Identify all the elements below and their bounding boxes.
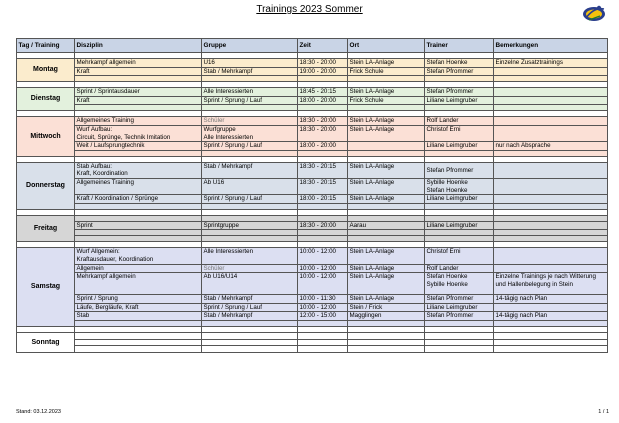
cell-disziplin: Allgemeines Training (75, 178, 202, 194)
cell-zeit: 18:45 - 20:15 (298, 88, 348, 97)
cell-trainer: Stefan Pfrommer (425, 67, 494, 76)
cell-bemerkung (494, 264, 608, 273)
cell-trainer: Liliane Leimgruber (425, 221, 494, 230)
cell-ort: Stein LA-Anlage (348, 117, 425, 126)
cell-ort: Stein LA-Anlage (348, 178, 425, 194)
table-row (17, 303, 608, 312)
cell-trainer: Stefan Pfrommer (425, 295, 494, 304)
cell-gruppe: Sprint / Sprung / Lauf (202, 195, 298, 204)
cell-gruppe: Stab / Mehrkampf (202, 312, 298, 321)
day-cell-dienstag: Dienstag (17, 88, 75, 111)
cell-disziplin: Sprint / Sprung (75, 295, 202, 304)
cell-ort: Stein LA-Anlage (348, 295, 425, 304)
table-row (17, 312, 608, 321)
cell-disziplin: Wurf Aufbau: Circuit, Sprünge, Technik Imitation (75, 125, 202, 141)
cell-zeit: 18:30 - 20:00 (298, 221, 348, 230)
day-cell-samstag: Samstag (17, 248, 75, 327)
cell-trainer: Stefan Pfrommer (425, 88, 494, 97)
cell-ort: Stein LA-Anlage (348, 125, 425, 141)
cell-bemerkung (494, 96, 608, 105)
cell-zeit: 18:30 - 20:00 (298, 59, 348, 68)
cell-bemerkung (494, 125, 608, 141)
cell-bemerkung (494, 117, 608, 126)
cell-disziplin: Läufe, Bergläufe, Kraft (75, 303, 202, 312)
spacer-row (17, 332, 608, 339)
cell-ort: Stein LA-Anlage (348, 273, 425, 295)
cell-zeit: 19:00 - 20:00 (298, 67, 348, 76)
cell-gruppe: Sprintgruppe (202, 221, 298, 230)
cell-trainer: Sybille Hoenke Stefan Hoenke (425, 178, 494, 194)
cell-gruppe: Stab / Mehrkampf (202, 162, 298, 178)
table-row (17, 295, 608, 304)
cell-ort: Stein LA-Anlage (348, 88, 425, 97)
cell-trainer: Liliane Leimgruber (425, 195, 494, 204)
table-row (17, 248, 608, 264)
cell-zeit: 12:00 - 15:00 (298, 312, 348, 321)
cell-ort: Frick Schule (348, 96, 425, 105)
col-header-tag: Tag / Training (17, 39, 75, 53)
cell-gruppe: Schüler (202, 264, 298, 273)
cell-disziplin: Wurf Allgemein: Kraftausdauer, Koordination (75, 248, 202, 264)
cell-disziplin: Sprint (75, 221, 202, 230)
cell-bemerkung (494, 221, 608, 230)
cell-bemerkung (494, 303, 608, 312)
cell-gruppe: Sprint / Sprung / Lauf (202, 142, 298, 151)
cell-gruppe: Sprint / Sprung / Lauf (202, 96, 298, 105)
cell-zeit: 10:00 - 12:00 (298, 273, 348, 295)
day-cell-sonntag: Sonntag (17, 332, 75, 352)
cell-gruppe: Schüler (202, 117, 298, 126)
cell-disziplin: Weit / Laufsprungtechnik (75, 142, 202, 151)
spacer-row (17, 346, 608, 353)
cell-disziplin: Allgemein (75, 264, 202, 273)
cell-zeit: 18:30 - 20:00 (298, 117, 348, 126)
club-logo-icon (580, 3, 608, 23)
cell-bemerkung: 14-tägig nach Plan (494, 295, 608, 304)
col-header-trainer: Trainer (425, 39, 494, 53)
cell-zeit: 18:00 - 20:15 (298, 195, 348, 204)
cell-zeit: 18:30 - 20:00 (298, 125, 348, 141)
col-header-bemerkungen: Bemerkungen (494, 39, 608, 53)
cell-bemerkung: Einzelne Zusatztrainings (494, 59, 608, 68)
cell-disziplin: Allgemeines Training (75, 117, 202, 126)
cell-trainer: Stefan Pfrommer (425, 312, 494, 321)
document-title: Trainings 2023 Sommer (256, 4, 363, 15)
table-row (17, 195, 608, 204)
footer-date: Stand: 03.12.2023 (16, 409, 61, 415)
cell-bemerkung (494, 88, 608, 97)
cell-gruppe: Ab U16/U14 (202, 273, 298, 295)
cell-trainer: Liliane Leimgruber (425, 142, 494, 151)
cell-gruppe: Wurfgruppe Alle Interessierten (202, 125, 298, 141)
cell-gruppe: Sprint / Sprung / Lauf (202, 303, 298, 312)
cell-bemerkung: nur nach Absprache (494, 142, 608, 151)
day-cell-donnerstag: Donnerstag (17, 162, 75, 209)
day-cell-mittwoch: Mittwoch (17, 117, 75, 156)
table-row (17, 221, 608, 230)
table-row (17, 264, 608, 273)
cell-ort: Stein LA-Anlage (348, 162, 425, 178)
cell-ort: Stein LA-Anlage (348, 248, 425, 264)
cell-ort: Magglingen (348, 312, 425, 321)
table-row (17, 178, 608, 194)
cell-bemerkung (494, 248, 608, 264)
cell-trainer: Christof Erni (425, 125, 494, 141)
cell-trainer: Stefan Hoenke (425, 59, 494, 68)
cell-ort: Stein / Frick (348, 303, 425, 312)
cell-disziplin: Stab (75, 312, 202, 321)
cell-disziplin: Kraft / Koordination / Sprünge (75, 195, 202, 204)
cell-zeit: 18:00 - 20:00 (298, 142, 348, 151)
col-header-disziplin: Disziplin (75, 39, 202, 53)
cell-gruppe: Alle Interessierten (202, 248, 298, 264)
footer-page-number: 1 / 1 (598, 409, 609, 415)
cell-gruppe: U16 (202, 59, 298, 68)
cell-disziplin: Mehrkampf allgemein (75, 59, 202, 68)
cell-disziplin: Sprint / Sprintausdauer (75, 88, 202, 97)
cell-ort: Aarau (348, 221, 425, 230)
cell-zeit: 10:00 - 11:30 (298, 295, 348, 304)
table-row (17, 273, 608, 295)
table-row (17, 117, 608, 126)
col-header-gruppe: Gruppe (202, 39, 298, 53)
cell-gruppe: Alle Interessierten (202, 88, 298, 97)
cell-disziplin: Kraft (75, 96, 202, 105)
cell-trainer: Christof Erni (425, 248, 494, 264)
table-row (17, 96, 608, 105)
table-row (17, 67, 608, 76)
cell-bemerkung (494, 67, 608, 76)
table-row (17, 125, 608, 141)
day-cell-freitag: Freitag (17, 215, 75, 242)
cell-bemerkung (494, 178, 608, 194)
cell-zeit: 18:30 - 20:15 (298, 178, 348, 194)
cell-gruppe: Ab U16 (202, 178, 298, 194)
cell-disziplin: Mehrkampf allgemein (75, 273, 202, 295)
table-header-row (17, 39, 608, 53)
training-schedule-table (16, 38, 608, 353)
spacer-row (17, 339, 608, 346)
cell-trainer: Stefan Hoenke Sybille Hoenke (425, 273, 494, 295)
cell-trainer: Rolf Lander (425, 117, 494, 126)
cell-bemerkung (494, 195, 608, 204)
cell-disziplin: Kraft (75, 67, 202, 76)
cell-ort (348, 142, 425, 151)
table-row (17, 142, 608, 151)
cell-bemerkung: 14-tägig nach Plan (494, 312, 608, 321)
table-row (17, 59, 608, 68)
col-header-ort: Ort (348, 39, 425, 53)
cell-zeit: 18:00 - 20:00 (298, 96, 348, 105)
cell-trainer: Liliane Leimgruber (425, 96, 494, 105)
cell-zeit: 10:00 - 12:00 (298, 264, 348, 273)
table-row (17, 162, 608, 178)
cell-zeit: 18:30 - 20:15 (298, 162, 348, 178)
cell-zeit: 10:00 - 12:00 (298, 303, 348, 312)
cell-gruppe: Stab / Mehrkampf (202, 295, 298, 304)
cell-bemerkung (494, 162, 608, 178)
cell-ort: Frick Schule (348, 67, 425, 76)
cell-ort: Stein LA-Anlage (348, 59, 425, 68)
cell-trainer: Stefan Pfrommer (425, 162, 494, 178)
col-header-zeit: Zeit (298, 39, 348, 53)
cell-gruppe: Stab / Mehrkampf (202, 67, 298, 76)
cell-ort: Stein LA-Anlage (348, 264, 425, 273)
cell-disziplin: Stab Aufbau: Kraft, Koordination (75, 162, 202, 178)
cell-ort: Stein LA-Anlage (348, 195, 425, 204)
cell-bemerkung: Einzelne Trainings je nach Witterung und Hallenbelegung in Stein (494, 273, 608, 295)
cell-trainer: Liliane Leimgruber (425, 303, 494, 312)
day-cell-montag: Montag (17, 59, 75, 82)
cell-zeit: 10:00 - 12:00 (298, 248, 348, 264)
table-row (17, 88, 608, 97)
cell-trainer: Rolf Lander (425, 264, 494, 273)
